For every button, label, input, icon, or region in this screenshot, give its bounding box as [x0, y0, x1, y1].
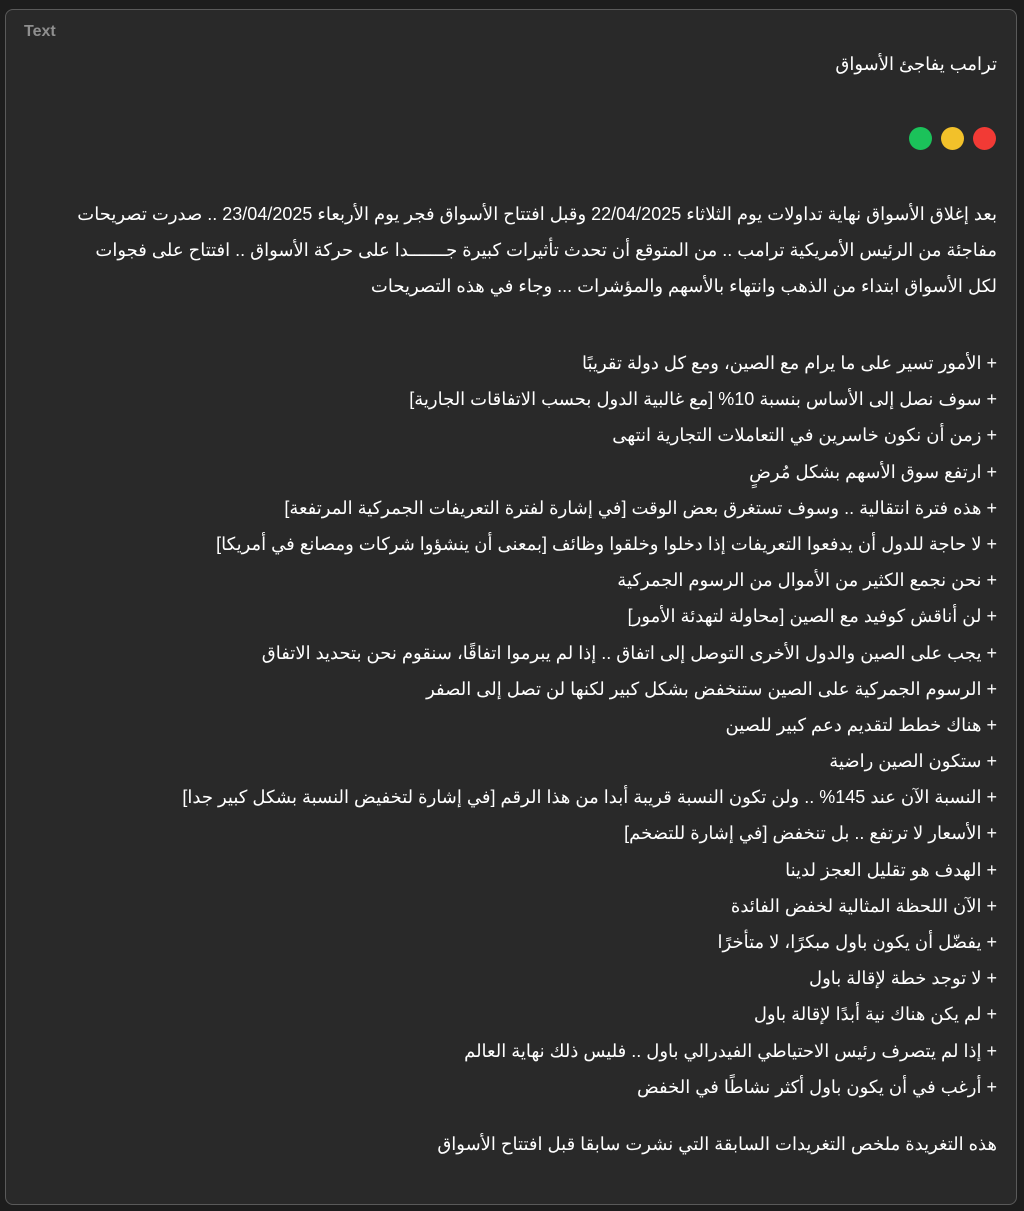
- list-item: + الآن اللحظة المثالية لخفض الفائدة: [730, 895, 997, 916]
- list-item: + أرغب في أن يكون باول أكثر نشاطًا في الخفض: [636, 1076, 997, 1097]
- list-item: + زمن أن نكون خاسرين في التعاملات التجارية انتهى: [612, 425, 997, 446]
- list-item: + الرسوم الجمركية على الصين ستنخفض بشكل كبير لكنها لن تصل إلى الصفر: [426, 678, 997, 699]
- list-item: + يجب على الصين والدول الأخرى التوصل إلى اتفاق .. إذا لم يبرموا اتفاقًا، سنقوم نحن بتحديد الاتفاق: [261, 642, 997, 663]
- footer-note: هذه التغريدة ملخص التغريدات السابقة التي نشرت سابقا قبل افتتاح الأسواق: [437, 1134, 997, 1154]
- post-title: ترامب يفاجئ الأسواق: [835, 54, 997, 74]
- list-item: + هذه فترة انتقالية .. وسوف تستغرق بعض الوقت [في إشارة لفترة التعريفات الجمركية المرتفعة]: [284, 497, 997, 518]
- list-item: + سوف نصل إلى الأساس بنسبة 10% [مع غالبية الدول بحسب الاتفاقات الجارية]: [409, 389, 997, 410]
- yellow-dot: [941, 127, 964, 150]
- statement-list: [182, 345, 997, 1105]
- list-item: + يفضّل أن يكون باول مبكرًا، لا متأخرًا: [717, 932, 997, 952]
- list-item: + لم يكن هناك نية أبدًا لإقالة باول: [753, 1004, 997, 1025]
- intro-paragraph: بعد إغلاق الأسواق نهاية تداولات يوم الثلاثاء 22/04/2025 وقبل افتتاح الأسواق فجر يوم الأربعاء 23/04/2025 .. صدرت تصريحات مفاجئة من الرئيس الأمريكية ترامب .. من المتوقع أن تحدث تأثيرات كبيرة جـــــــدا على حركة الأسواق .. افتتاح على فجوات لكل الأسواق ابتداء من الذهب وانتهاء بالأسهم والمؤشرات ... وجاء في هذه التصريحات: [77, 204, 997, 296]
- green-dot: [909, 127, 932, 150]
- list-item: + إذا لم يتصرف رئيس الاحتياطي الفيدرالي باول .. فليس ذلك نهاية العالم: [464, 1040, 997, 1061]
- panel-label: Text: [24, 23, 56, 40]
- list-item: + ستكون الصين راضية: [829, 751, 997, 772]
- list-item: + لن أناقش كوفيد مع الصين [محاولة لتهدئة الأمور]: [627, 606, 997, 627]
- list-item: + نحن نجمع الكثير من الأموال من الرسوم الجمركية: [617, 570, 997, 591]
- traffic-light-dots: [909, 127, 996, 150]
- list-item: + لا توجد خطة لإقالة باول: [809, 968, 997, 989]
- list-item: + ارتفع سوق الأسهم بشكل مُرضٍ: [749, 461, 997, 482]
- list-item: + النسبة الآن عند 145% .. ولن تكون النسبة قريبة أبدا من هذا الرقم [في إشارة لتخفيض النسبة بشكل كبير جدا]: [182, 787, 997, 808]
- list-item: + الهدف هو تقليل العجز لدينا: [785, 859, 997, 880]
- red-dot: [973, 127, 996, 150]
- list-item: + الأسعار لا ترتفع .. بل تنخفض [في إشارة للتضخم]: [624, 823, 997, 844]
- list-item: + الأمور تسير على ما يرام مع الصين، ومع كل دولة تقريبًا: [582, 353, 997, 373]
- text-panel: [5, 9, 1017, 1205]
- list-item: + لا حاجة للدول أن يدفعوا التعريفات إذا دخلوا وخلقوا وظائف [بمعنى أن ينشؤوا شركات ومصانع في أمريكا]: [216, 533, 997, 554]
- list-item: + هناك خطط لتقديم دعم كبير للصين: [725, 714, 997, 735]
